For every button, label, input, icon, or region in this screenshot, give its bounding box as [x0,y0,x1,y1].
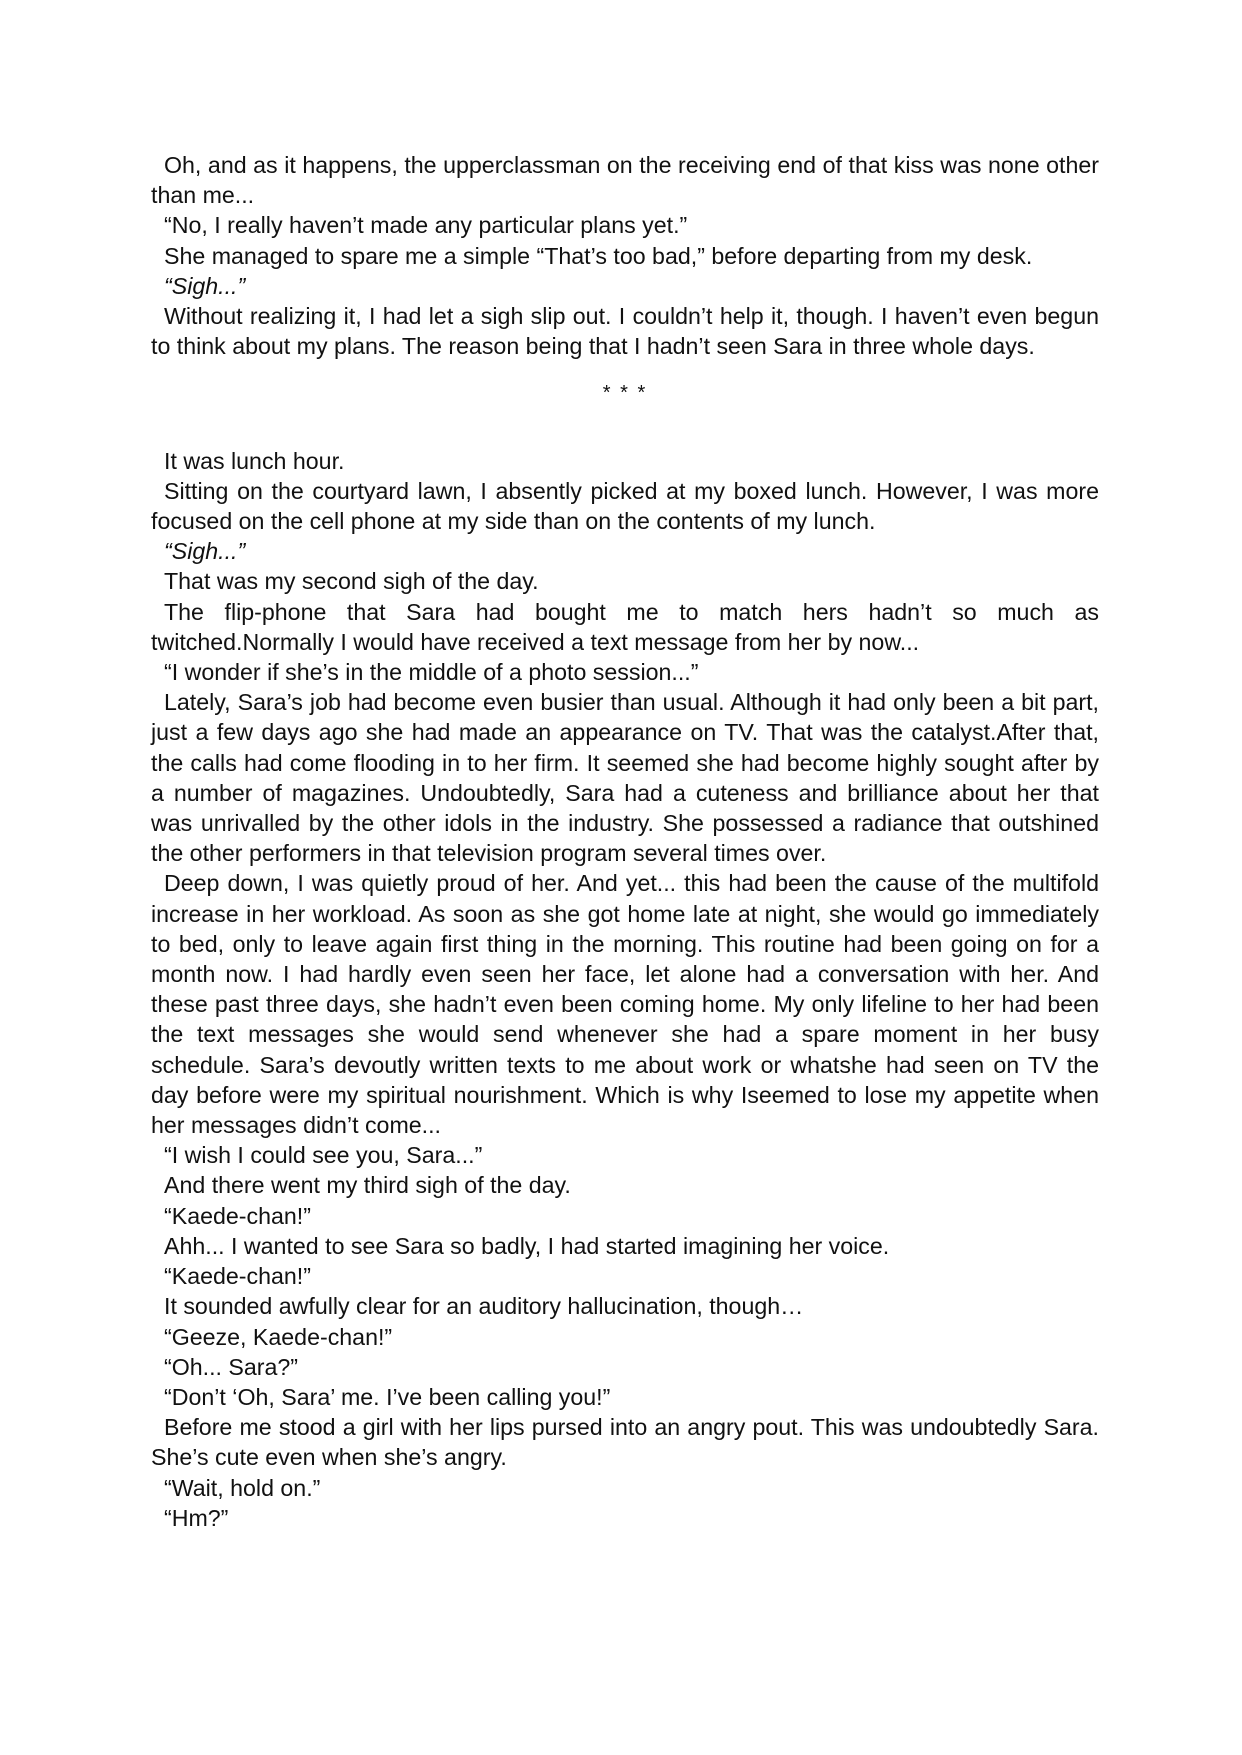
dialogue-line: “Hm?” [164,1504,229,1531]
dialogue-line: “Geeze, Kaede-chan!” [164,1323,393,1350]
dialogue-line: “Don’t ‘Oh, Sara’ me. I’ve been calling you!” [164,1383,611,1410]
paragraph: Oh, and as it happens, the upperclassman on the receiving end of that kiss was none other than me... [151,152,1099,209]
dialogue-line: “Kaede-chan!” [164,1263,311,1290]
paragraph: It sounded awfully clear for an auditory hallucination, though… [164,1293,804,1320]
dialogue-line: “I wonder if she’s in the middle of a photo session...” [164,659,699,686]
dialogue-line: “Oh... Sara?” [164,1353,299,1380]
paragraph: And there went my third sigh of the day. [164,1172,571,1199]
paragraph: The flip-phone that Sara had bought me to match hers hadn’t so much as twitched.Normally I would have received a text message from her by now... [151,598,1099,655]
scene-break: * * * [602,382,648,405]
paragraph: It was lunch hour. [164,447,345,474]
paragraph: Ahh... I wanted to see Sara so badly, I had started imagining her voice. [164,1232,890,1259]
document-body [151,150,1099,1533]
section-2 [151,446,1099,1533]
dialogue-line: “Kaede-chan!” [164,1202,311,1229]
paragraph: Without realizing it, I had let a sigh slip out. I couldn’t help it, though. I haven’t even begun to think about my plans. The reason being that I hadn’t seen Sara in three whole days. [151,303,1099,360]
paragraph: Deep down, I was quietly proud of her. And yet... this had been the cause of the multifold increase in her workload. As soon as she got home late at night, she would go immediately to bed, only to leave again first thing in the morning. This routine had been going on for a month now. I had hardly even seen her face, let alone had a conversation with her. And these past three days, she hadn’t even been coming home. My only lifeline to her had been the text messages she would send whenever she had a spare moment in her busy schedule. Sara’s devoutly written texts to me about work or whatshe had seen on TV the day before were my spiritual nourishment. Which is why Iseemed to lose my appetite when her messages didn’t come... [151,870,1099,1139]
dialogue-line: “No, I really haven’t made any particular plans yet.” [164,212,688,239]
section-1 [151,150,1099,361]
dialogue-line: “I wish I could see you, Sara...” [164,1142,483,1169]
paragraph: That was my second sigh of the day. [164,568,539,595]
paragraph: She managed to spare me a simple “That’s too bad,” before departing from my desk. [164,242,1033,269]
dialogue-line: “Wait, hold on.” [164,1474,321,1501]
dialogue-line: “Sigh...” [164,272,246,299]
paragraph: Lately, Sara’s job had become even busier than usual. Although it had only been a bit part, just a few days ago she had made an appearance on TV. That was the catalyst.After that, the calls had come flooding in to her firm. It seemed she had become highly sought after by a number of magazines. Undoubtedly, Sara had a cuteness and brilliance about her that was unrivalled by the other idols in the industry. She possessed a radiance that outshined the other performers in that television program several times over. [151,689,1099,867]
dialogue-line: “Sigh...” [164,538,246,565]
paragraph: Before me stood a girl with her lips pursed into an angry pout. This was undoubtedly Sara. She’s cute even when she’s angry. [151,1414,1099,1471]
paragraph: Sitting on the courtyard lawn, I absently picked at my boxed lunch. However, I was more focused on the cell phone at my side than on the contents of my lunch. [151,477,1099,535]
